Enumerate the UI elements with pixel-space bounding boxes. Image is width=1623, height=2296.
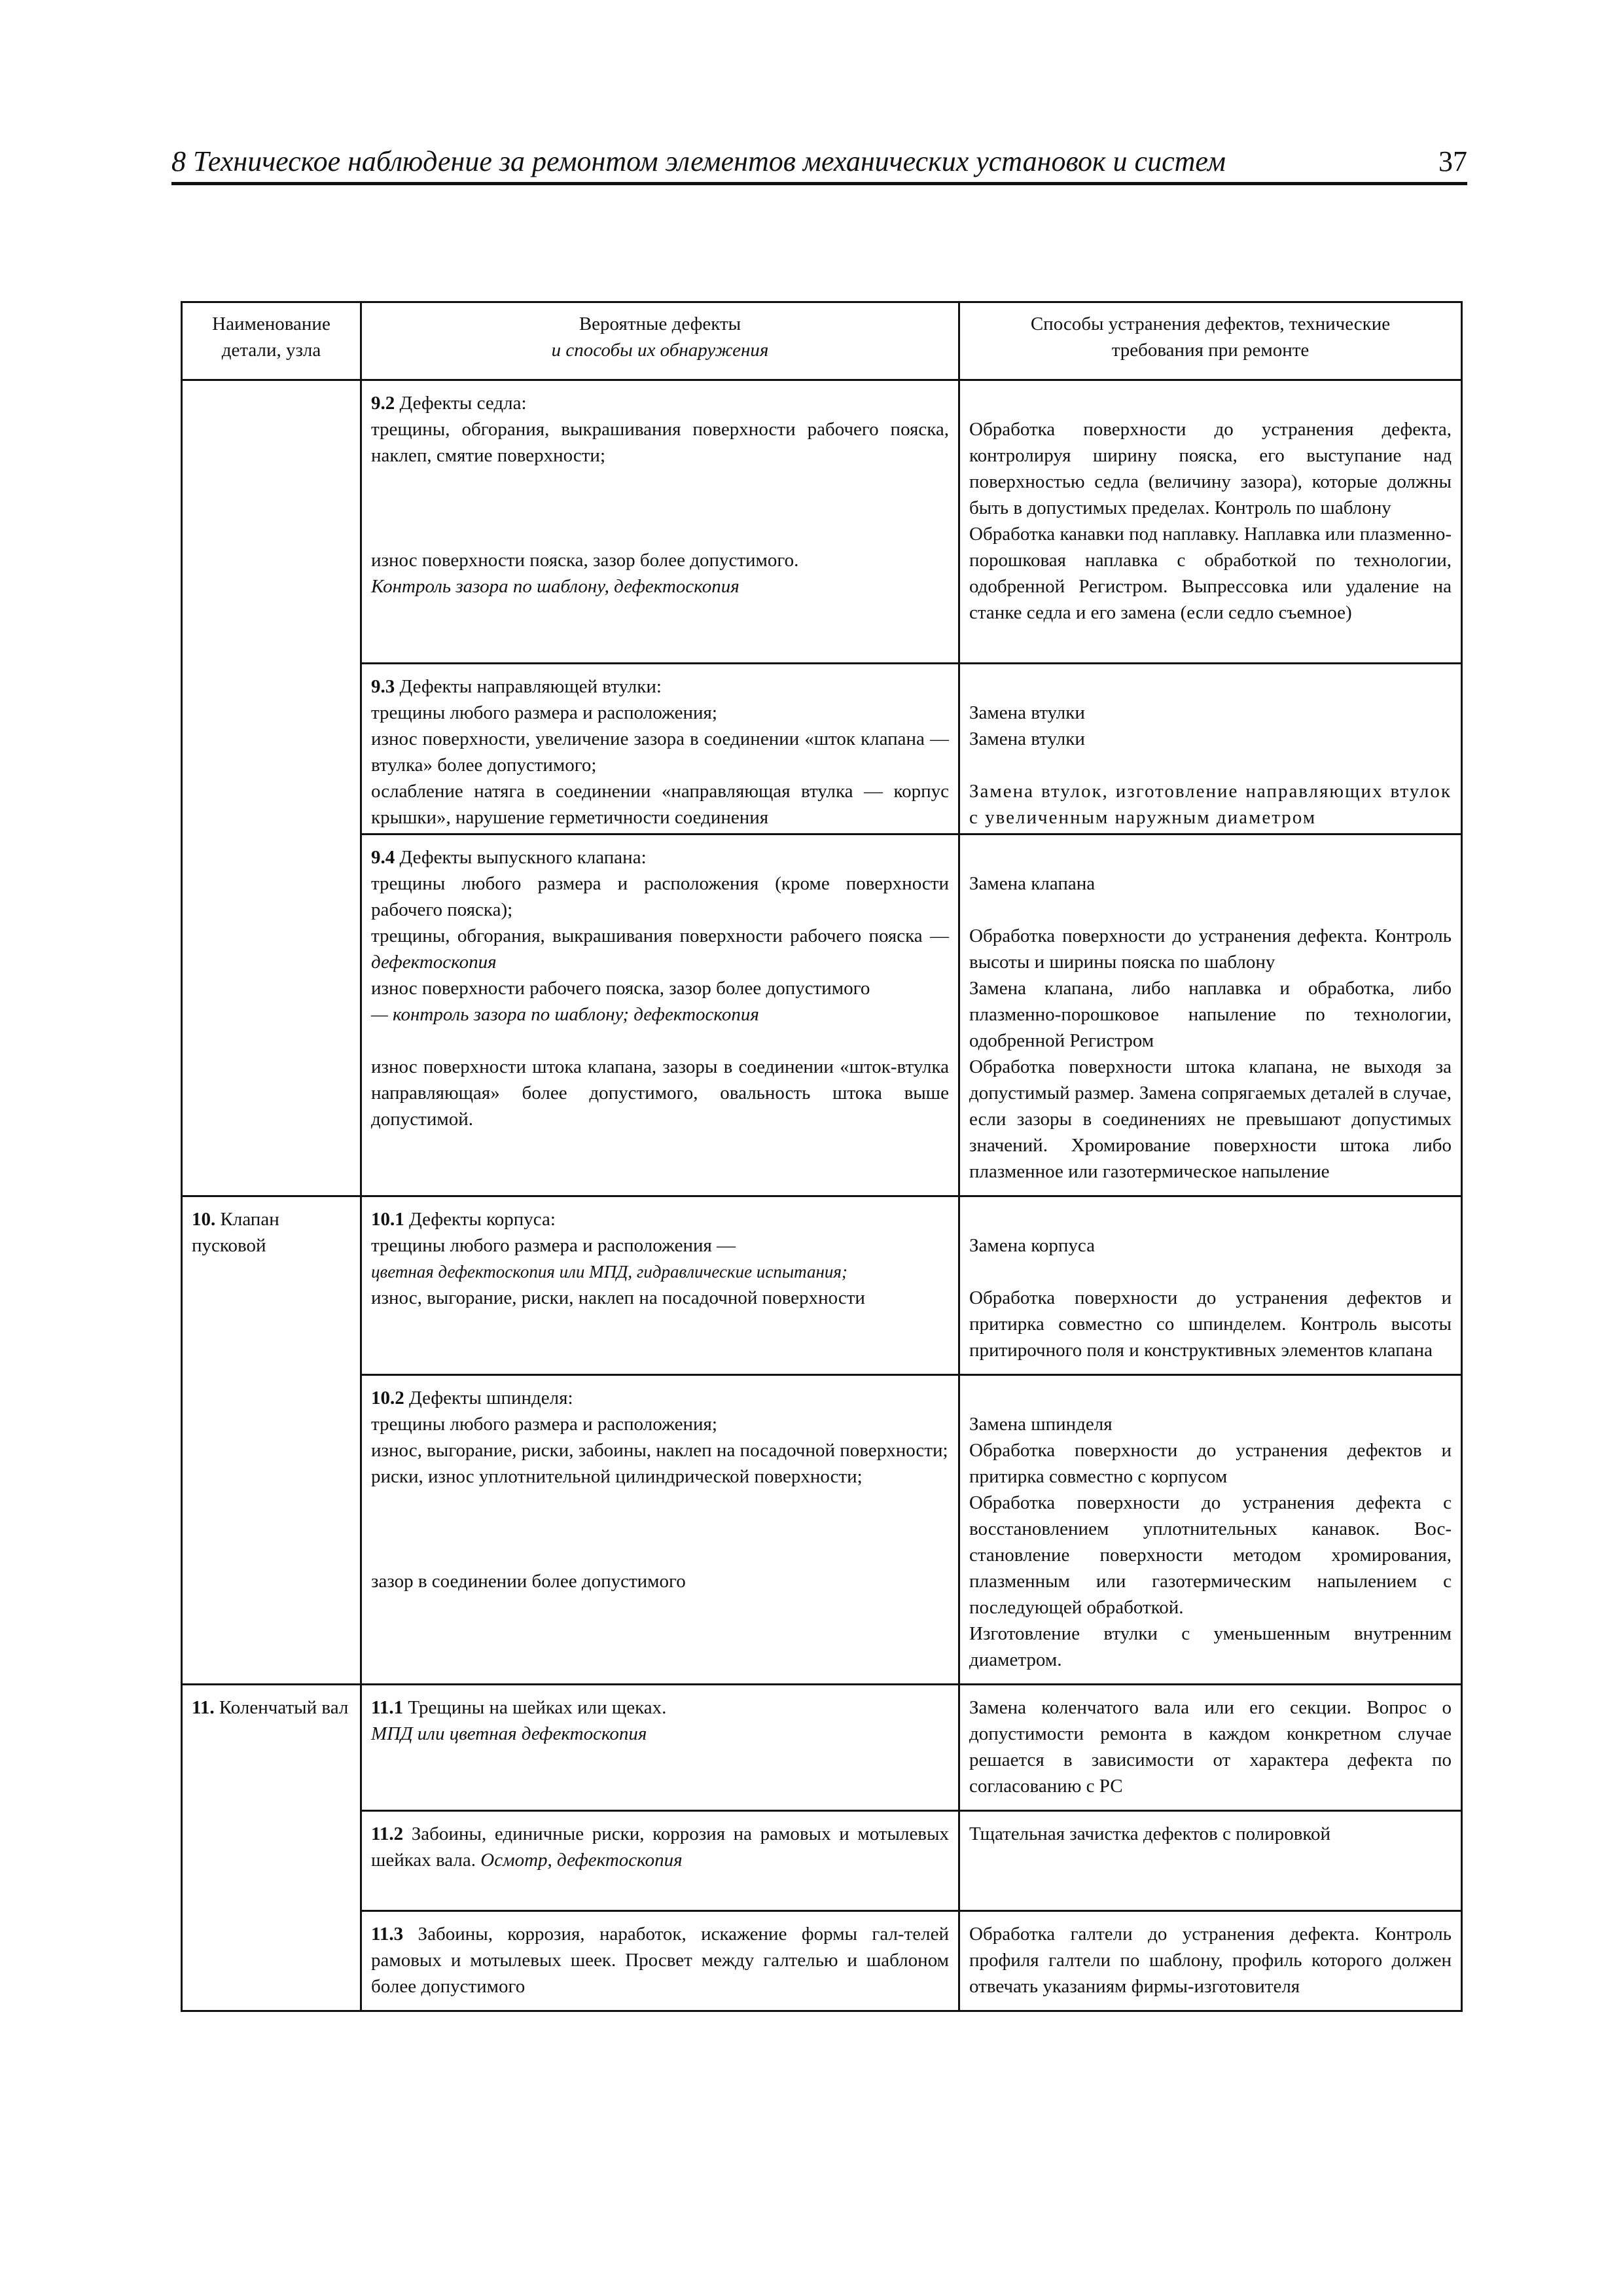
method-text: Обработка галтели до устранения дефекта. Контроль профиля галтели по шаблону, профиль которого должен отвечать указаниям фирмы-изготовителя (969, 1924, 1452, 1997)
part-cell-valve-head (182, 380, 361, 1196)
part-cell (182, 1196, 361, 1685)
methods-cell (959, 1811, 1462, 1911)
defects-cell (361, 1375, 959, 1685)
methods-cell (959, 1196, 1462, 1375)
section-number: 9.3 (371, 676, 395, 697)
defect-text: износ поверхности, увеличение зазора в соединении «шток клапана — втулка» более допустимого; (371, 728, 949, 776)
method-text: Замена втулки (969, 728, 1085, 749)
table-row (182, 1911, 1462, 2011)
section-title: Дефекты шпинделя: (404, 1388, 573, 1408)
method-text: Замена втулки (969, 702, 1085, 723)
defects-cell (361, 1811, 959, 1911)
detection-method: — контроль зазора по шаблону; дефектоскопия (371, 1004, 759, 1025)
detection-method: МПД или цветная дефектоскопия (371, 1723, 647, 1744)
section-number: 11.3 (371, 1924, 404, 1945)
column-header-methods-line1: Способы устранения дефектов, технические (1030, 314, 1391, 334)
defect-text: трещины, обгорания, выкрашивания поверхности рабочего пояска — (371, 925, 949, 946)
section-number: 10.2 (371, 1388, 404, 1408)
column-header-methods (959, 302, 1462, 380)
defects-cell (361, 380, 959, 664)
table-row (182, 664, 1462, 834)
methods-cell (959, 1685, 1462, 1811)
section-number: 11.1 (371, 1697, 404, 1718)
detection-method: Осмотр, дефектоскопия (480, 1850, 683, 1871)
defect-text: зазор в соединении более допустимого (371, 1571, 686, 1592)
method-text: Замена клапана, либо наплавка и обработка, либо плазменно-порошковое напыление по технологии, одобренной Регистром (969, 978, 1452, 1051)
method-text: Обработка поверхности до устранения дефекта с восстановлением уплотнительных канавок. Вос-становление поверхности методом хромирования, плазменным или газотермическим напылением с последующей обработкой. (969, 1492, 1452, 1618)
page-number: 37 (1438, 145, 1467, 177)
defect-text: трещины любого размера и расположения (кроме поверхности рабочего пояска); (371, 873, 949, 920)
method-text: Замена втулок, изготовление направляющих втулок с увеличенным наружным диаметром (969, 781, 1452, 828)
methods-cell (959, 834, 1462, 1196)
method-text: Замена коленчатого вала или его секции. Вопрос о допустимости ремонта в каждом конкретном случае решается в зависимости от характера дефекта по согласованию с РС (969, 1697, 1452, 1797)
methods-cell (959, 1911, 1462, 2011)
section-number: 10.1 (371, 1209, 404, 1230)
defect-text: трещины любого размера и расположения; (371, 702, 717, 723)
section-title: Дефекты выпускного клапана: (395, 847, 647, 868)
method-text: Обработка поверхности до устранения дефекта, контролируя ширину пояска, его выступание над поверхностью седла (величину зазора), которые должны быть в допустимых пределах. Контроль по шаблону (969, 419, 1452, 518)
defect-text: износ, выгорание, риски, наклеп на посадочной поверхности (371, 1287, 865, 1308)
defect-text: износ поверхности штока клапана, зазоры в соединении «шток-втулка направляющая» более допустимого, овальность штока выше допустимой. (371, 1056, 949, 1130)
table-row (182, 380, 1462, 664)
table-row (182, 1196, 1462, 1375)
method-text: Замена корпуса (969, 1235, 1095, 1256)
method-text: Обработка канавки под наплавку. Наплавка или плазменно-порошковая наплавка с обработкой по технологии, одобренной Регистром. Выпрессовка или удаление на станке седла и его замена (если седло съемное) (969, 524, 1452, 623)
table-row (182, 1685, 1462, 1811)
detection-method: Контроль зазора по шаблону, дефектоскопия (371, 576, 740, 597)
defects-cell (361, 1911, 959, 2011)
table-row (182, 1811, 1462, 1911)
part-name: Коленчатый вал (214, 1697, 349, 1718)
section-number: 11.2 (371, 1823, 404, 1844)
column-header-part-line2: детали, узла (221, 340, 321, 361)
defect-text: ослабление натяга в соединении «направляющая втулка — корпус крышки», нарушение герметичности соединения (371, 781, 949, 828)
section-number: 9.4 (371, 847, 395, 868)
section-title: Трещины на шейках или щеках. (403, 1697, 667, 1718)
table-row (182, 834, 1462, 1196)
part-name: Клапан пусковой (192, 1209, 279, 1256)
method-text: Замена шпинделя (969, 1414, 1113, 1435)
defect-text: Забоины, единичные риски, коррозия на рамовых и мотылевых шейках вала. (371, 1823, 949, 1871)
defect-text: трещины любого размера и расположения — (371, 1235, 736, 1256)
defect-text: износ, выгорание, риски, забоины, наклеп на посадочной поверхности; (371, 1440, 948, 1461)
methods-cell (959, 664, 1462, 834)
method-text: Обработка поверхности до устранения дефекта. Контроль высоты и ширины пояска по шаблону (969, 925, 1452, 973)
running-title: 8 Техническое наблюдение за ремонтом элементов механических установок и систем (171, 145, 1226, 177)
defect-text: износ поверхности рабочего пояска, зазор более допустимого (371, 978, 870, 999)
table-header-row (182, 302, 1462, 380)
section-title: Дефекты направляющей втулки: (395, 676, 662, 697)
method-text: Обработка поверхности штока клапана, не выходя за допустимый размер. Замена сопрягаемых деталей в случае, если зазоры в соединениях не превышают допустимых значений. Хромирование поверхности штока либо плазменное или газотермическое напыление (969, 1056, 1452, 1182)
methods-cell (959, 380, 1462, 664)
part-number: 10. (192, 1209, 216, 1230)
methods-cell (959, 1375, 1462, 1685)
column-header-defects-line2: и способы их обнаружения (551, 340, 769, 361)
table-row (182, 1375, 1462, 1685)
defect-text: риски, износ уплотнительной цилиндрической поверхности; (371, 1466, 863, 1487)
column-header-part (182, 302, 361, 380)
method-text: Обработка поверхности до устранения дефектов и притирка совместно с корпусом (969, 1440, 1452, 1487)
defects-cell (361, 1196, 959, 1375)
defect-text: трещины любого размера и расположения; (371, 1414, 717, 1435)
part-cell (182, 1685, 361, 2011)
method-text: Обработка поверхности до устранения дефектов и притирка совместно со шпинделем. Контроль высоты притирочного поля и конструктивных элементов клапана (969, 1287, 1452, 1361)
defect-text: трещины, обгорания, выкрашивания поверхности рабочего пояска, наклеп, смятие поверхности; (371, 419, 949, 466)
part-number: 11. (192, 1697, 215, 1718)
defect-text: Забоины, коррозия, наработок, искажение формы гал-телей рамовых и мотылевых шеек. Просвет между галтелью и шаблоном более допустимого (371, 1924, 949, 1997)
method-text: Изготовление втулки с уменьшенным внутренним диаметром. (969, 1623, 1452, 1670)
defects-table (181, 301, 1463, 2012)
column-header-methods-line2: требования при ремонте (1111, 340, 1310, 361)
detection-method: дефектоскопия (371, 952, 497, 973)
method-text: Замена клапана (969, 873, 1096, 894)
method-text: Тщательная зачистка дефектов с полировкой (969, 1823, 1331, 1844)
section-title: Дефекты корпуса: (404, 1209, 556, 1230)
column-header-part-line1: Наименование (212, 314, 330, 334)
running-header (171, 137, 1467, 185)
defects-cell (361, 834, 959, 1196)
defects-cell (361, 664, 959, 834)
defect-text: износ поверхности пояска, зазор более допустимого. (371, 550, 799, 571)
defects-cell (361, 1685, 959, 1811)
column-header-defects (361, 302, 959, 380)
detection-method: цветная дефектоскопия или МПД, гидравлические испытания; (371, 1262, 847, 1282)
section-number: 9.2 (371, 393, 395, 414)
section-title: Дефекты седла: (395, 393, 527, 414)
column-header-defects-line1: Вероятные дефекты (579, 314, 741, 334)
